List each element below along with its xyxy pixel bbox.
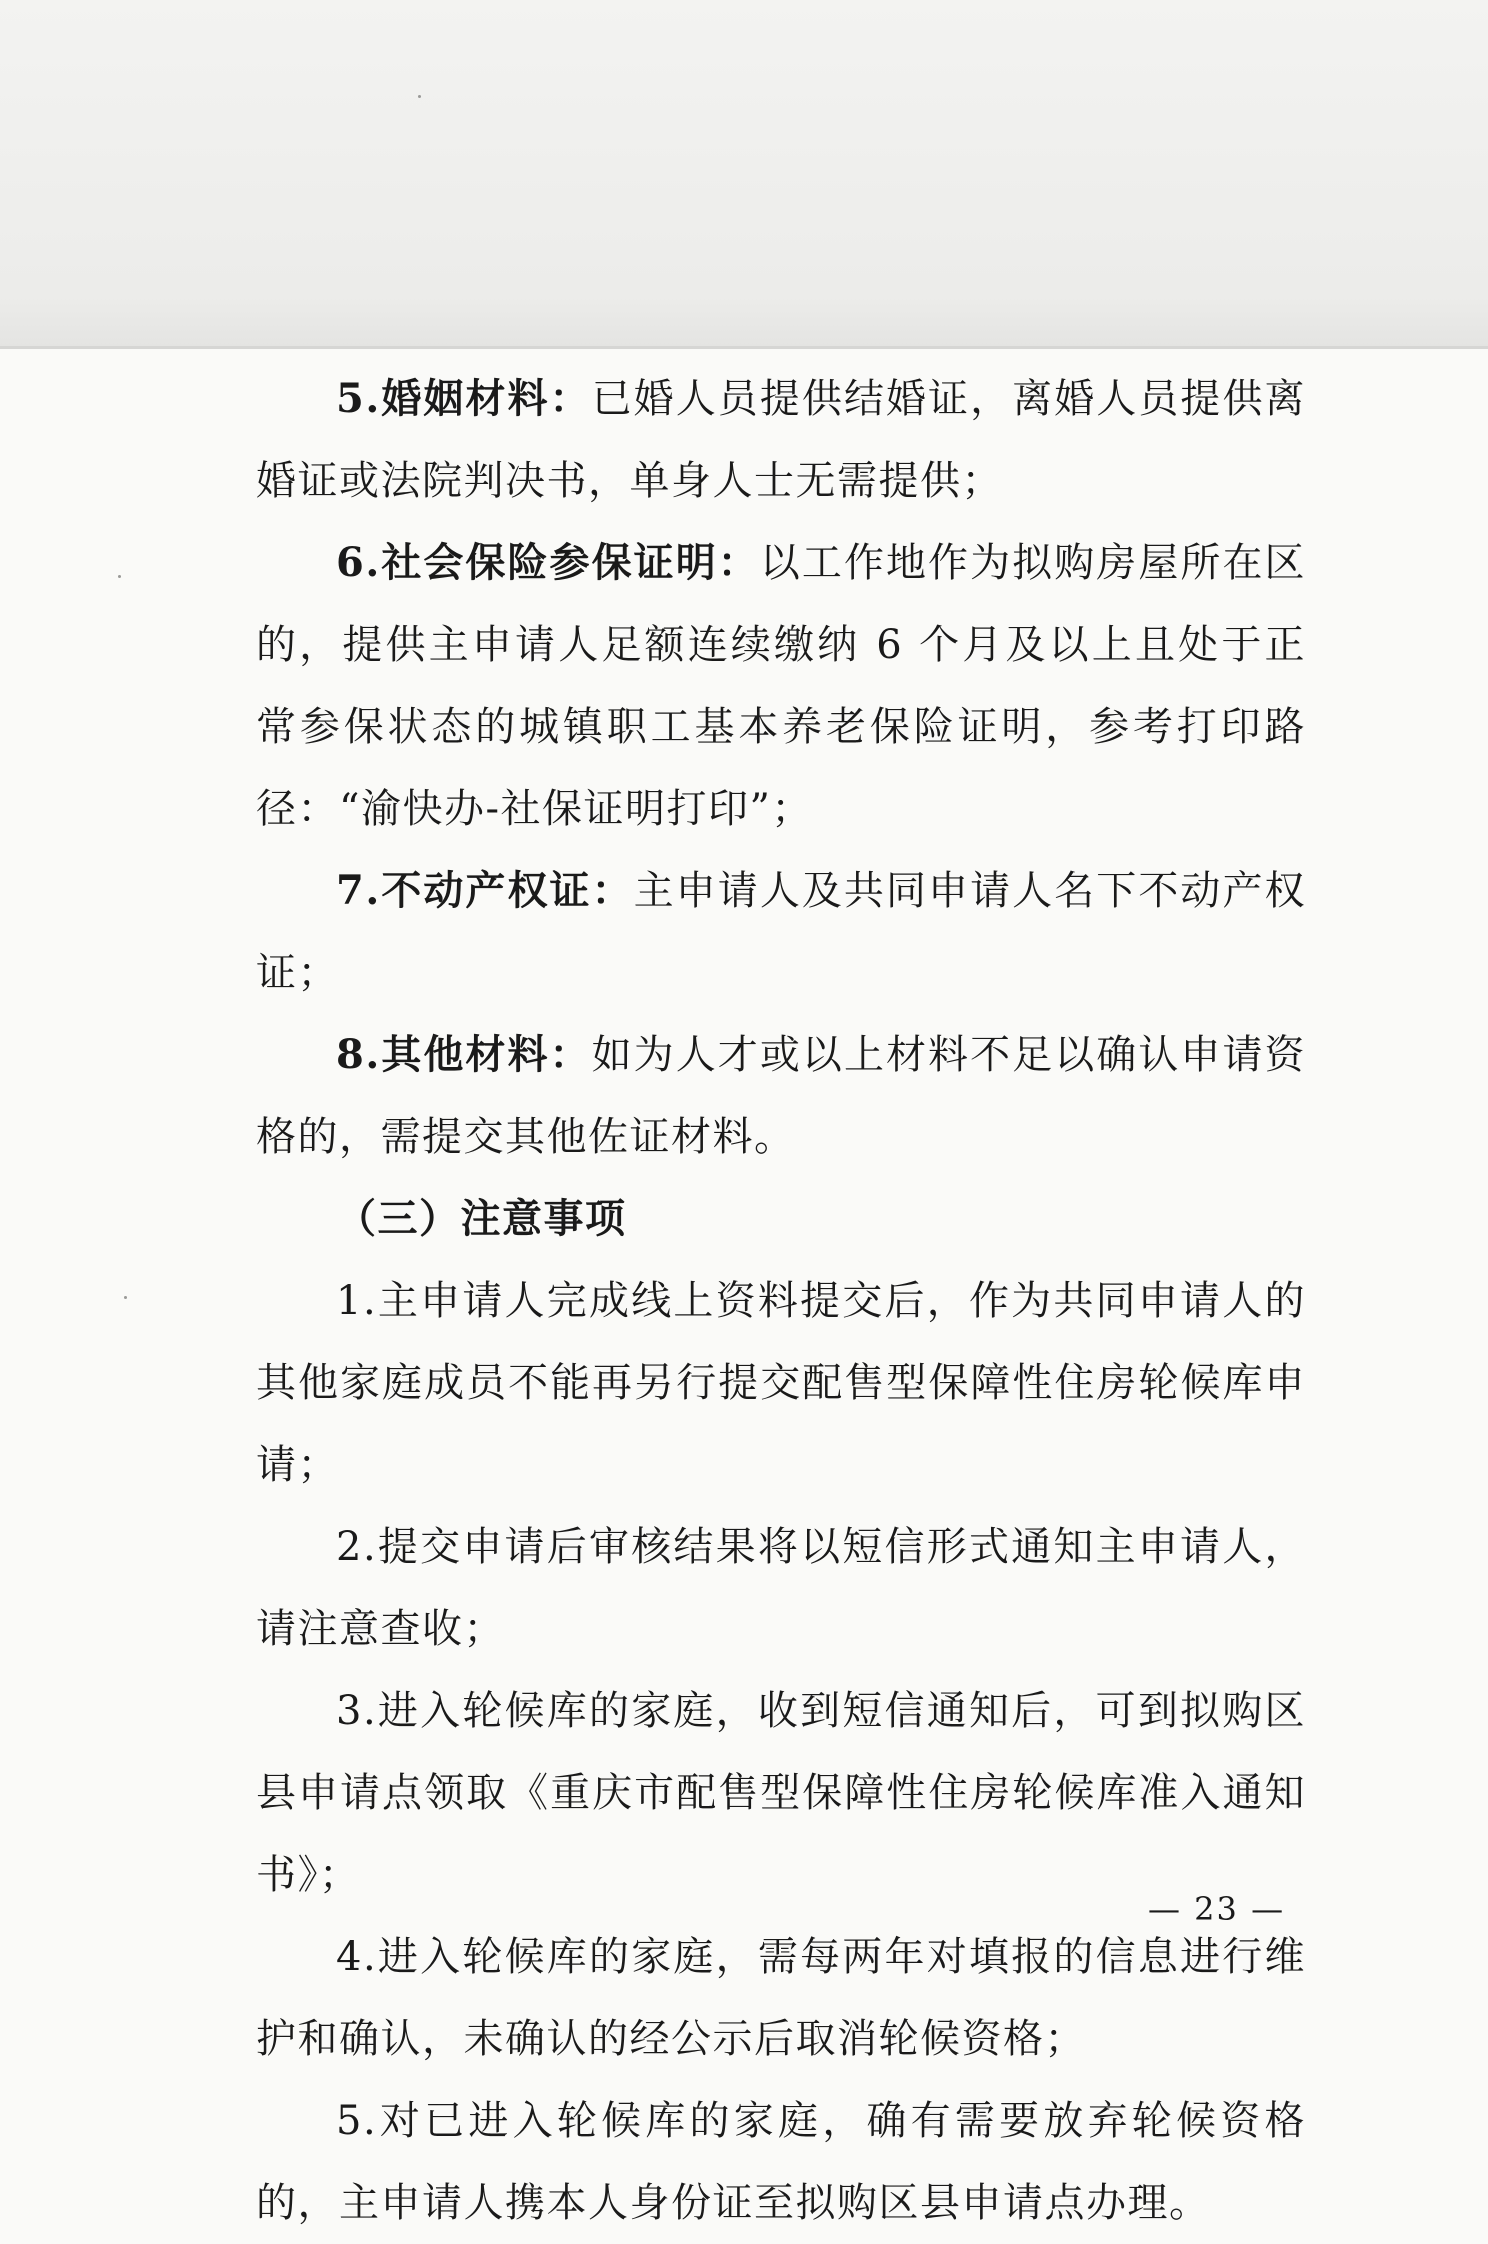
material-item	[256, 850, 1306, 1014]
material-label: 7.不动产权证：	[336, 867, 634, 914]
note-item: 3.进入轮候库的家庭，收到短信通知后，可到拟购区县申请点领取《重庆市配售型保障性住房轮候库准入通知书》；	[256, 1688, 1306, 1898]
material-item	[256, 1014, 1306, 1178]
notes-heading: （三）注意事项	[336, 1195, 627, 1242]
material-label: 5.婚姻材料：	[336, 375, 592, 422]
scan-fold-line	[0, 346, 1488, 349]
note-item: 2.提交申请后审核结果将以短信形式通知主申请人，请注意查收；	[256, 1524, 1306, 1652]
scan-speck	[118, 575, 121, 578]
scan-speck	[124, 1296, 127, 1299]
material-item	[256, 522, 1306, 850]
note-item: 1.主申请人完成线上资料提交后，作为共同申请人的其他家庭成员不能再另行提交配售型保障性住房轮候库申请；	[256, 1278, 1306, 1488]
note-item: 4.进入轮候库的家庭，需每两年对填报的信息进行维护和确认，未确认的经公示后取消轮候资格；	[256, 1934, 1306, 2062]
material-text: 主申请人及共同申请人名下不动产权证；	[256, 868, 1306, 996]
material-text: 以工作地作为拟购房屋所在区的，提供主申请人足额连续缴纳 6 个月及以上且处于正常参保状态的城镇职工基本养老保险证明，参考打印路径：“渝快办-社保证明打印”；	[256, 540, 1307, 832]
material-label: 8.其他材料：	[336, 1031, 592, 1078]
scan-top-shade	[0, 0, 1488, 348]
material-item	[256, 358, 1306, 522]
note-item: 5.对已进入轮候库的家庭，确有需要放弃轮候资格的，主申请人携本人身份证至拟购区县申请点办理。	[256, 2098, 1306, 2226]
material-text: 如为人才或以上材料不足以确认申请资格的，需提交其他佐证材料。	[256, 1032, 1307, 1160]
document-body	[256, 358, 1306, 2244]
page-number: — 23 —	[1148, 1890, 1286, 1928]
material-label: 6.社会保险参保证明：	[336, 539, 760, 586]
material-text: 已婚人员提供结婚证，离婚人员提供离婚证或法院判决书，单身人士无需提供；	[256, 376, 1307, 504]
scan-speck	[418, 95, 421, 98]
